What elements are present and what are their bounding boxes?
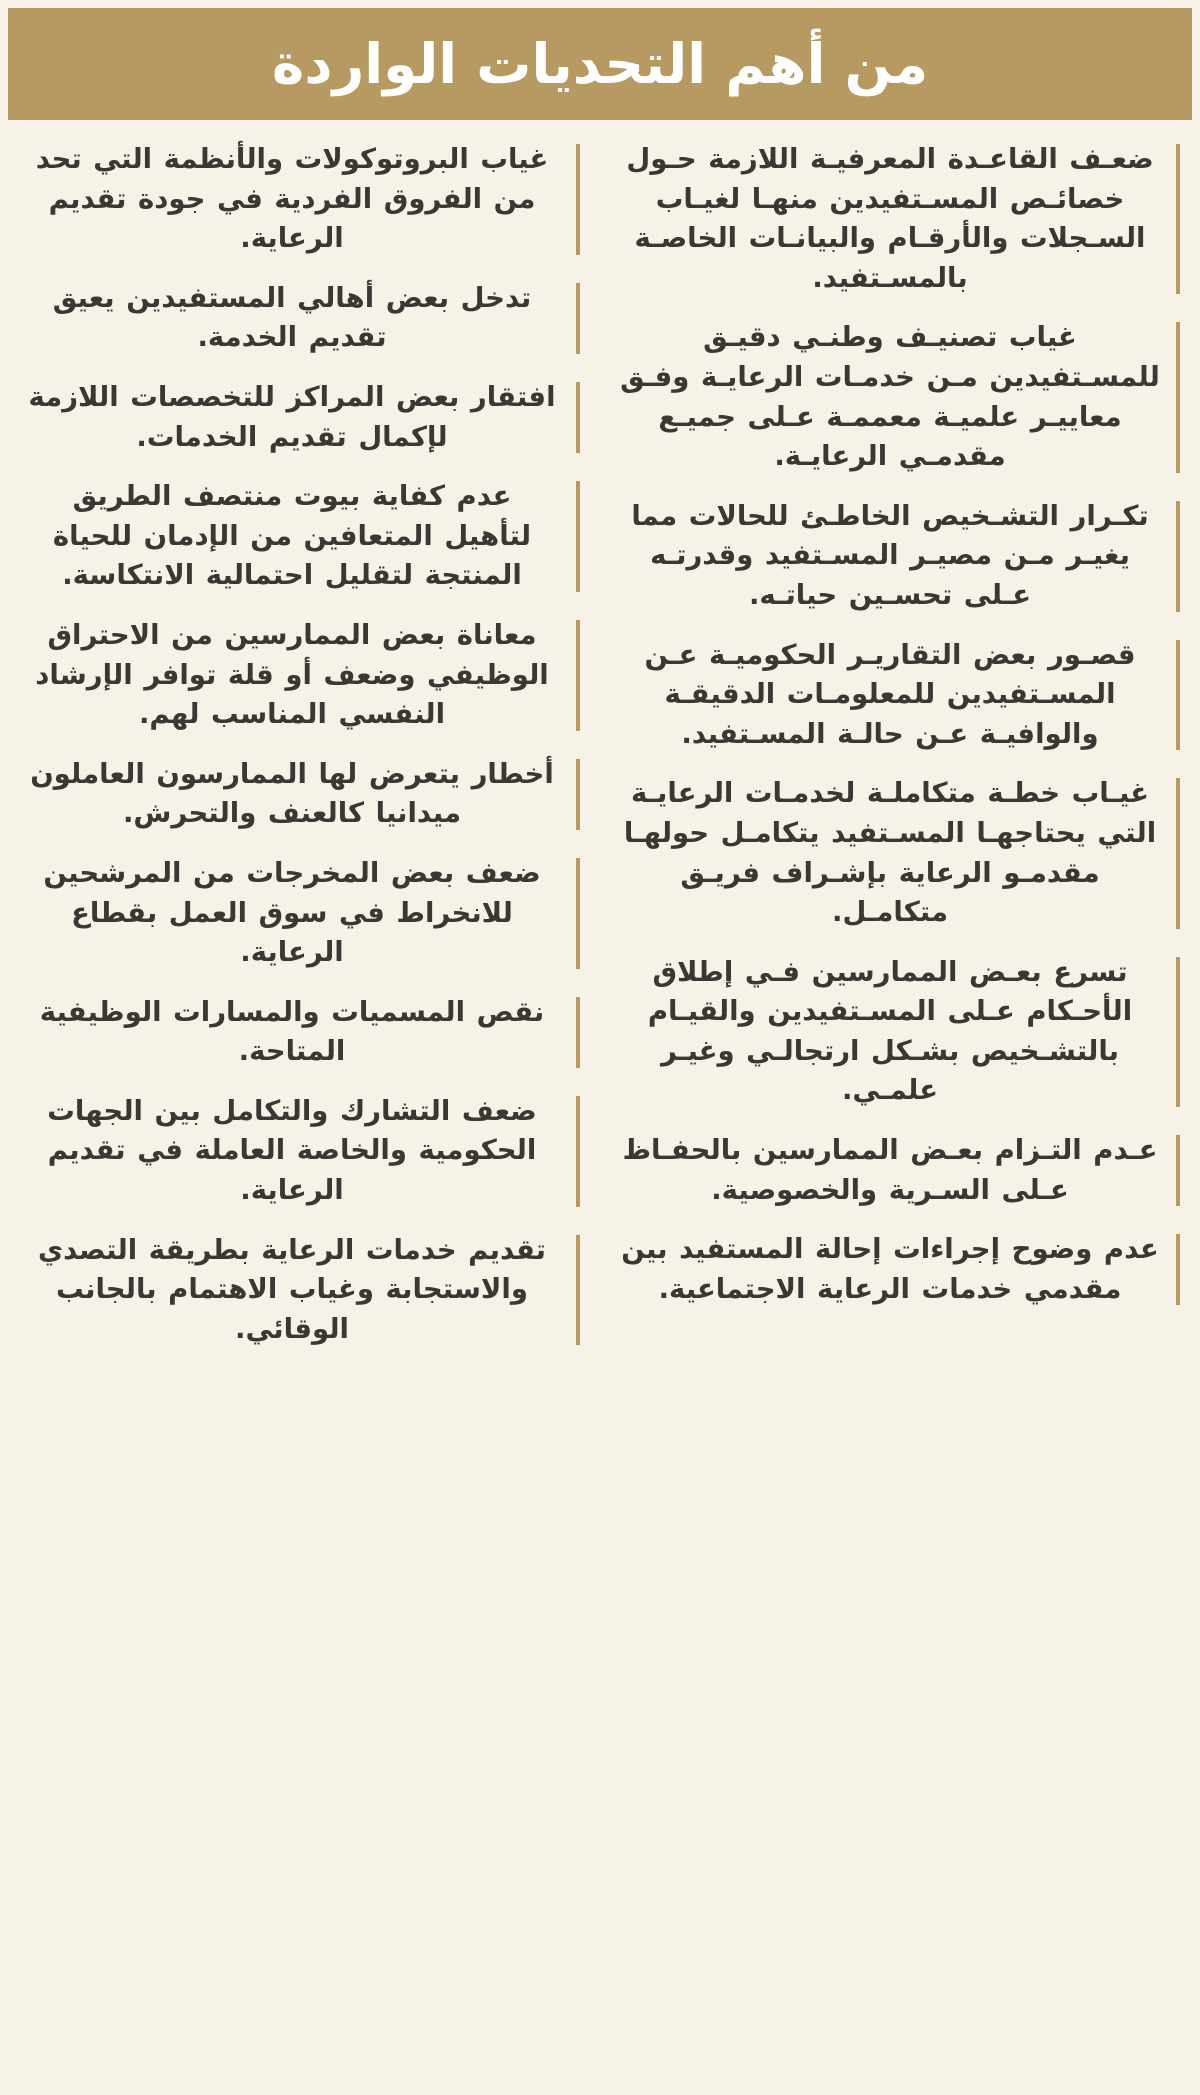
list-item <box>616 140 1180 298</box>
list-item-text: تقديم خدمات الرعاية بطريقة التصدي والاستجابة وغياب الاهتمام بالجانب الوقائي. <box>37 1233 547 1345</box>
list-item <box>616 953 1180 1111</box>
list-item <box>20 1231 580 1350</box>
list-item <box>616 497 1180 616</box>
challenges-columns <box>0 140 1200 2095</box>
list-item-text: غياب تصنيـف وطنـي دقيـق للمسـتفيدين مـن خدمـات الرعايـة وفـق معاييـر علميـة معممـة عـلى جميـع مقدمـي الرعايـة. <box>620 321 1160 473</box>
list-item <box>20 1092 580 1211</box>
list-item-text: نقص المسميات والمسارات الوظيفية المتاحة. <box>39 995 545 1068</box>
list-item <box>616 636 1180 755</box>
column-left <box>14 140 600 2095</box>
list-item-text: غياب البروتوكولات والأنظمة التي تحد من الفروق الفردية في جودة تقديم الرعاية. <box>35 143 549 255</box>
header-bar <box>8 8 1192 120</box>
list-item-text: تسرع بعـض الممارسين فـي إطلاق الأحـكام عـلى المسـتفيدين والقيـام بالتشـخيص بشـكل ارتجالـي وغيـر علمـي. <box>647 955 1133 1107</box>
list-item <box>20 993 580 1072</box>
list-item <box>20 378 580 457</box>
list-item <box>20 755 580 834</box>
list-item <box>616 1230 1180 1309</box>
list-item-text: عدم كفاية بيوت منتصف الطريق لتأهيل المتعافين من الإدمان للحياة المنتجة لتقليل احتمالية الانتكاسة. <box>52 480 532 592</box>
list-item-text: افتقار بعض المراكز للتخصصات اللازمة لإكمال تقديم الخدمات. <box>28 380 556 453</box>
list-item <box>20 140 580 259</box>
list-item-text: تدخل بعض أهالي المستفيدين يعيق تقديم الخدمة. <box>52 281 532 354</box>
page-title: من أهم التحديات الواردة <box>271 31 929 96</box>
list-item <box>20 279 580 358</box>
list-item-text: ضعف بعض المخرجات من المرشحين للانخراط في سوق العمل بقطاع الرعاية. <box>43 856 541 969</box>
list-item-text: غيـاب خطـة متكاملـة لخدمـات الرعايـة التي يحتاجهـا المسـتفيد يتكامـل حولهـا مقدمـو الرعاية بإشـراف فريـق متكامـل. <box>623 777 1157 929</box>
list-item <box>20 854 580 973</box>
list-item <box>616 318 1180 476</box>
list-item-text: ضعف التشارك والتكامل بين الجهات الحكومية والخاصة العاملة في تقديم الرعاية. <box>47 1094 537 1207</box>
list-item <box>20 616 580 735</box>
list-item-text: معاناة بعض الممارسين من الاحتراق الوظيفي وضعف أو قلة توافر الإرشاد النفسي المناسب لهم. <box>35 618 549 731</box>
column-right <box>600 140 1186 2095</box>
list-item <box>616 1131 1180 1210</box>
list-item-text: عـدم التـزام بعـض الممارسين بالحفـاظ عـلى السـرية والخصوصية. <box>622 1134 1158 1206</box>
list-item <box>20 477 580 596</box>
header-band <box>0 0 1200 128</box>
list-item-text: قصـور بعض التقاريـر الحكوميـة عـن المسـتفيدين للمعلومـات الدقيقـة والوافيـة عـن حالـة المسـتفيد. <box>644 638 1136 750</box>
list-item-text: ضعـف القاعـدة المعرفيـة اللازمة حـول خصائـص المسـتفيدين منهـا لغيـاب السـجلات والأرقـام والبيانـات الخاصـة بالمسـتفيد. <box>626 143 1154 294</box>
list-item-text: تكـرار التشـخيص الخاطـئ للحالات مما يغيـر مـن مصيـر المسـتفيد وقدرتـه عـلى تحسـين حياتـه. <box>631 499 1149 611</box>
list-item-text: أخطار يتعرض لها الممارسون العاملون ميدانيا كالعنف والتحرش. <box>30 757 554 830</box>
list-item-text: عدم وضوح إجراءات إحالة المستفيد بين مقدمي خدمات الرعاية الاجتماعية. <box>621 1233 1159 1305</box>
list-item <box>616 774 1180 932</box>
